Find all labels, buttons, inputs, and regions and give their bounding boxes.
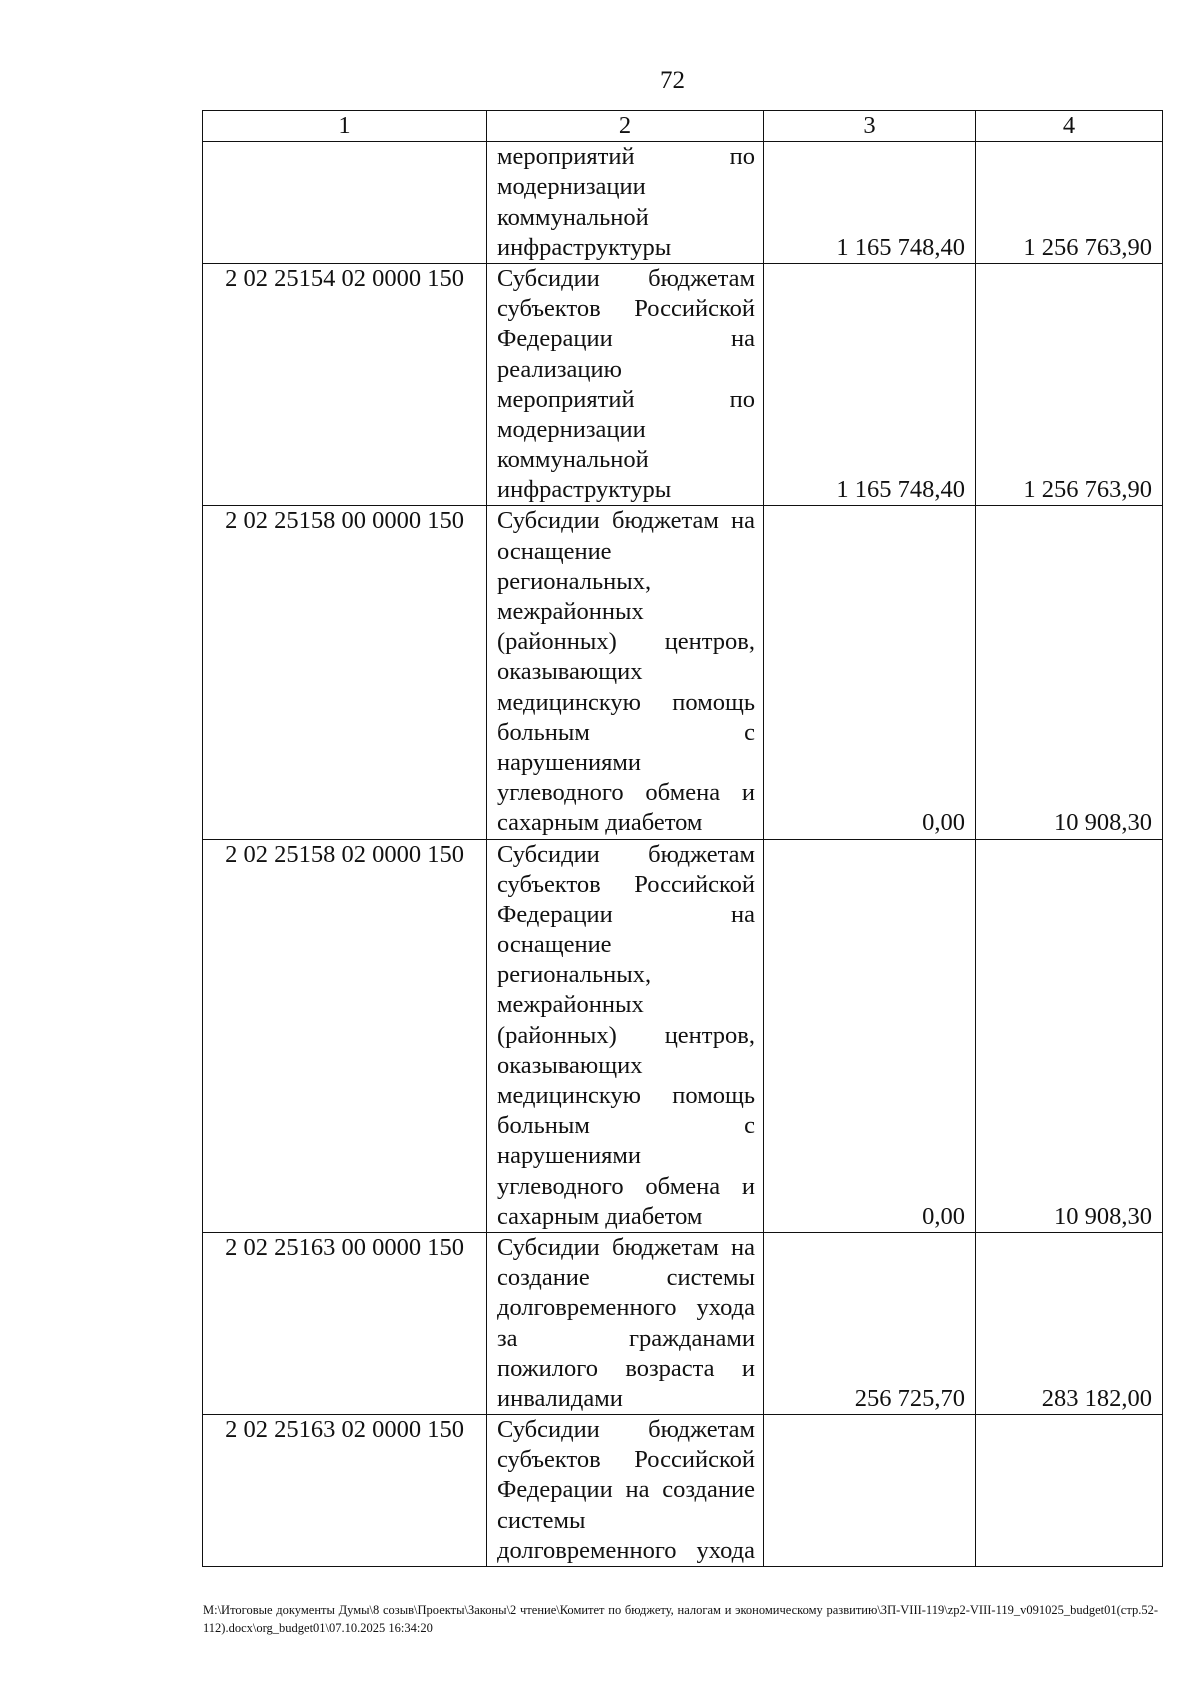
budget-code-cell: 2 02 25158 02 0000 150 <box>203 839 487 1232</box>
revenue-name-line: Федерации на <box>497 900 755 928</box>
revenue-name-line: долговременного ухода <box>497 1294 755 1322</box>
table-row <box>203 1232 1163 1414</box>
revenue-name-line: реализацию <box>497 355 622 383</box>
revenue-name-line: оснащение <box>497 931 612 959</box>
revenue-name-line: Федерации на <box>497 325 755 353</box>
amount-column-4-cell: 1 256 763,90 <box>976 142 1163 264</box>
revenue-name-line: (районных) центров, <box>497 1021 755 1049</box>
revenue-name-line: межрайонных <box>497 598 644 626</box>
revenue-name-line: сахарным диабетом <box>497 809 703 837</box>
table-row <box>203 263 1163 506</box>
amount-column-3-cell: 1 165 748,40 <box>764 263 976 506</box>
table-row <box>203 506 1163 839</box>
revenue-name-line: субъектов Российской <box>497 295 755 323</box>
amount-column-4-cell <box>976 1415 1163 1567</box>
revenue-name-line: мероприятий по <box>497 143 755 171</box>
revenue-name-line: оказывающих <box>497 658 643 686</box>
revenue-name-line: межрайонных <box>497 991 644 1019</box>
table-row <box>203 142 1163 264</box>
amount-column-4-cell: 10 908,30 <box>976 506 1163 839</box>
revenue-name-line: модернизации <box>497 415 646 443</box>
revenue-name-line: региональных, <box>497 567 652 595</box>
revenue-name-line: (районных) центров, <box>497 628 755 656</box>
column-header-3: 3 <box>764 111 976 142</box>
revenue-name-line: углеводного обмена и <box>497 1172 755 1200</box>
revenue-name-line: оснащение <box>497 537 612 565</box>
revenue-name-line: оказывающих <box>497 1051 643 1079</box>
revenue-name-line: Субсидии бюджетам на <box>497 1233 755 1261</box>
revenue-name-line: долговременного ухода <box>497 1536 755 1564</box>
revenue-name-line: больным с <box>497 718 755 746</box>
budget-code-cell: 2 02 25163 02 0000 150 <box>203 1415 487 1567</box>
document-file-path-footer: M:\Итоговые документы Думы\8 созыв\Проекты\Законы\2 чтение\Комитет по бюджету, налогам и экономическому развитию\ЗП-VIII-119\zp2-VIII-119_v091025_budget01(стр.52-112).docx\org_budget01\07.10.2025 16:34:20 <box>203 1603 1158 1635</box>
revenue-name-line: субъектов Российской <box>497 1446 755 1474</box>
revenue-name-line: больным с <box>497 1112 755 1140</box>
budget-code-cell: 2 02 25158 00 0000 150 <box>203 506 487 839</box>
amount-column-3-cell: 1 165 748,40 <box>764 142 976 264</box>
column-header-2: 2 <box>487 111 764 142</box>
revenue-name-line: субъектов Российской <box>497 870 755 898</box>
amount-column-3-cell <box>764 1415 976 1567</box>
revenue-name-line: системы <box>497 1506 586 1534</box>
revenue-name-line: Федерации на создание <box>497 1476 755 1504</box>
revenue-name-cell <box>487 1232 764 1414</box>
revenue-name-line: Субсидии бюджетам <box>497 264 755 292</box>
column-header-1: 1 <box>203 111 487 142</box>
revenue-name-line: Субсидии бюджетам на <box>497 507 755 535</box>
revenue-name-line: медицинскую помощь <box>497 688 755 716</box>
revenue-name-line: региональных, <box>497 961 652 989</box>
revenue-name-line: Субсидии бюджетам <box>497 1416 755 1444</box>
amount-column-3-cell: 0,00 <box>764 839 976 1232</box>
revenue-name-line: мероприятий по <box>497 385 755 413</box>
revenue-name-line: нарушениями <box>497 748 642 776</box>
table-header-row <box>203 111 1163 142</box>
revenue-name-cell <box>487 1415 764 1567</box>
revenue-name-cell <box>487 506 764 839</box>
table-row <box>203 1415 1163 1567</box>
revenue-name-line: коммунальной <box>497 203 649 231</box>
revenue-name-line: Субсидии бюджетам <box>497 840 755 868</box>
table-body <box>203 142 1163 1567</box>
budget-table <box>202 110 1163 1567</box>
amount-column-3-cell: 0,00 <box>764 506 976 839</box>
revenue-name-cell <box>487 839 764 1232</box>
budget-code-cell <box>203 142 487 264</box>
amount-column-4-cell: 283 182,00 <box>976 1232 1163 1414</box>
revenue-name-line: сахарным диабетом <box>497 1202 703 1230</box>
table-row <box>203 839 1163 1232</box>
revenue-name-line: медицинскую помощь <box>497 1082 755 1110</box>
revenue-name-line: за гражданами <box>497 1324 755 1352</box>
amount-column-3-cell: 256 725,70 <box>764 1232 976 1414</box>
revenue-name-cell <box>487 142 764 264</box>
revenue-name-line: инфраструктуры <box>497 233 672 261</box>
column-header-4: 4 <box>976 111 1163 142</box>
revenue-name-line: инфраструктуры <box>497 476 672 504</box>
revenue-name-line: модернизации <box>497 173 646 201</box>
page-number: 72 <box>660 67 685 94</box>
budget-code-cell: 2 02 25154 02 0000 150 <box>203 263 487 506</box>
revenue-name-line: коммунальной <box>497 446 649 474</box>
budget-code-cell: 2 02 25163 00 0000 150 <box>203 1232 487 1414</box>
revenue-name-line: инвалидами <box>497 1384 623 1412</box>
revenue-name-line: нарушениями <box>497 1142 642 1170</box>
revenue-name-cell <box>487 263 764 506</box>
revenue-name-line: углеводного обмена и <box>497 779 755 807</box>
revenue-name-line: пожилого возраста и <box>497 1354 755 1382</box>
amount-column-4-cell: 1 256 763,90 <box>976 263 1163 506</box>
amount-column-4-cell: 10 908,30 <box>976 839 1163 1232</box>
revenue-name-line: создание системы <box>497 1264 755 1292</box>
